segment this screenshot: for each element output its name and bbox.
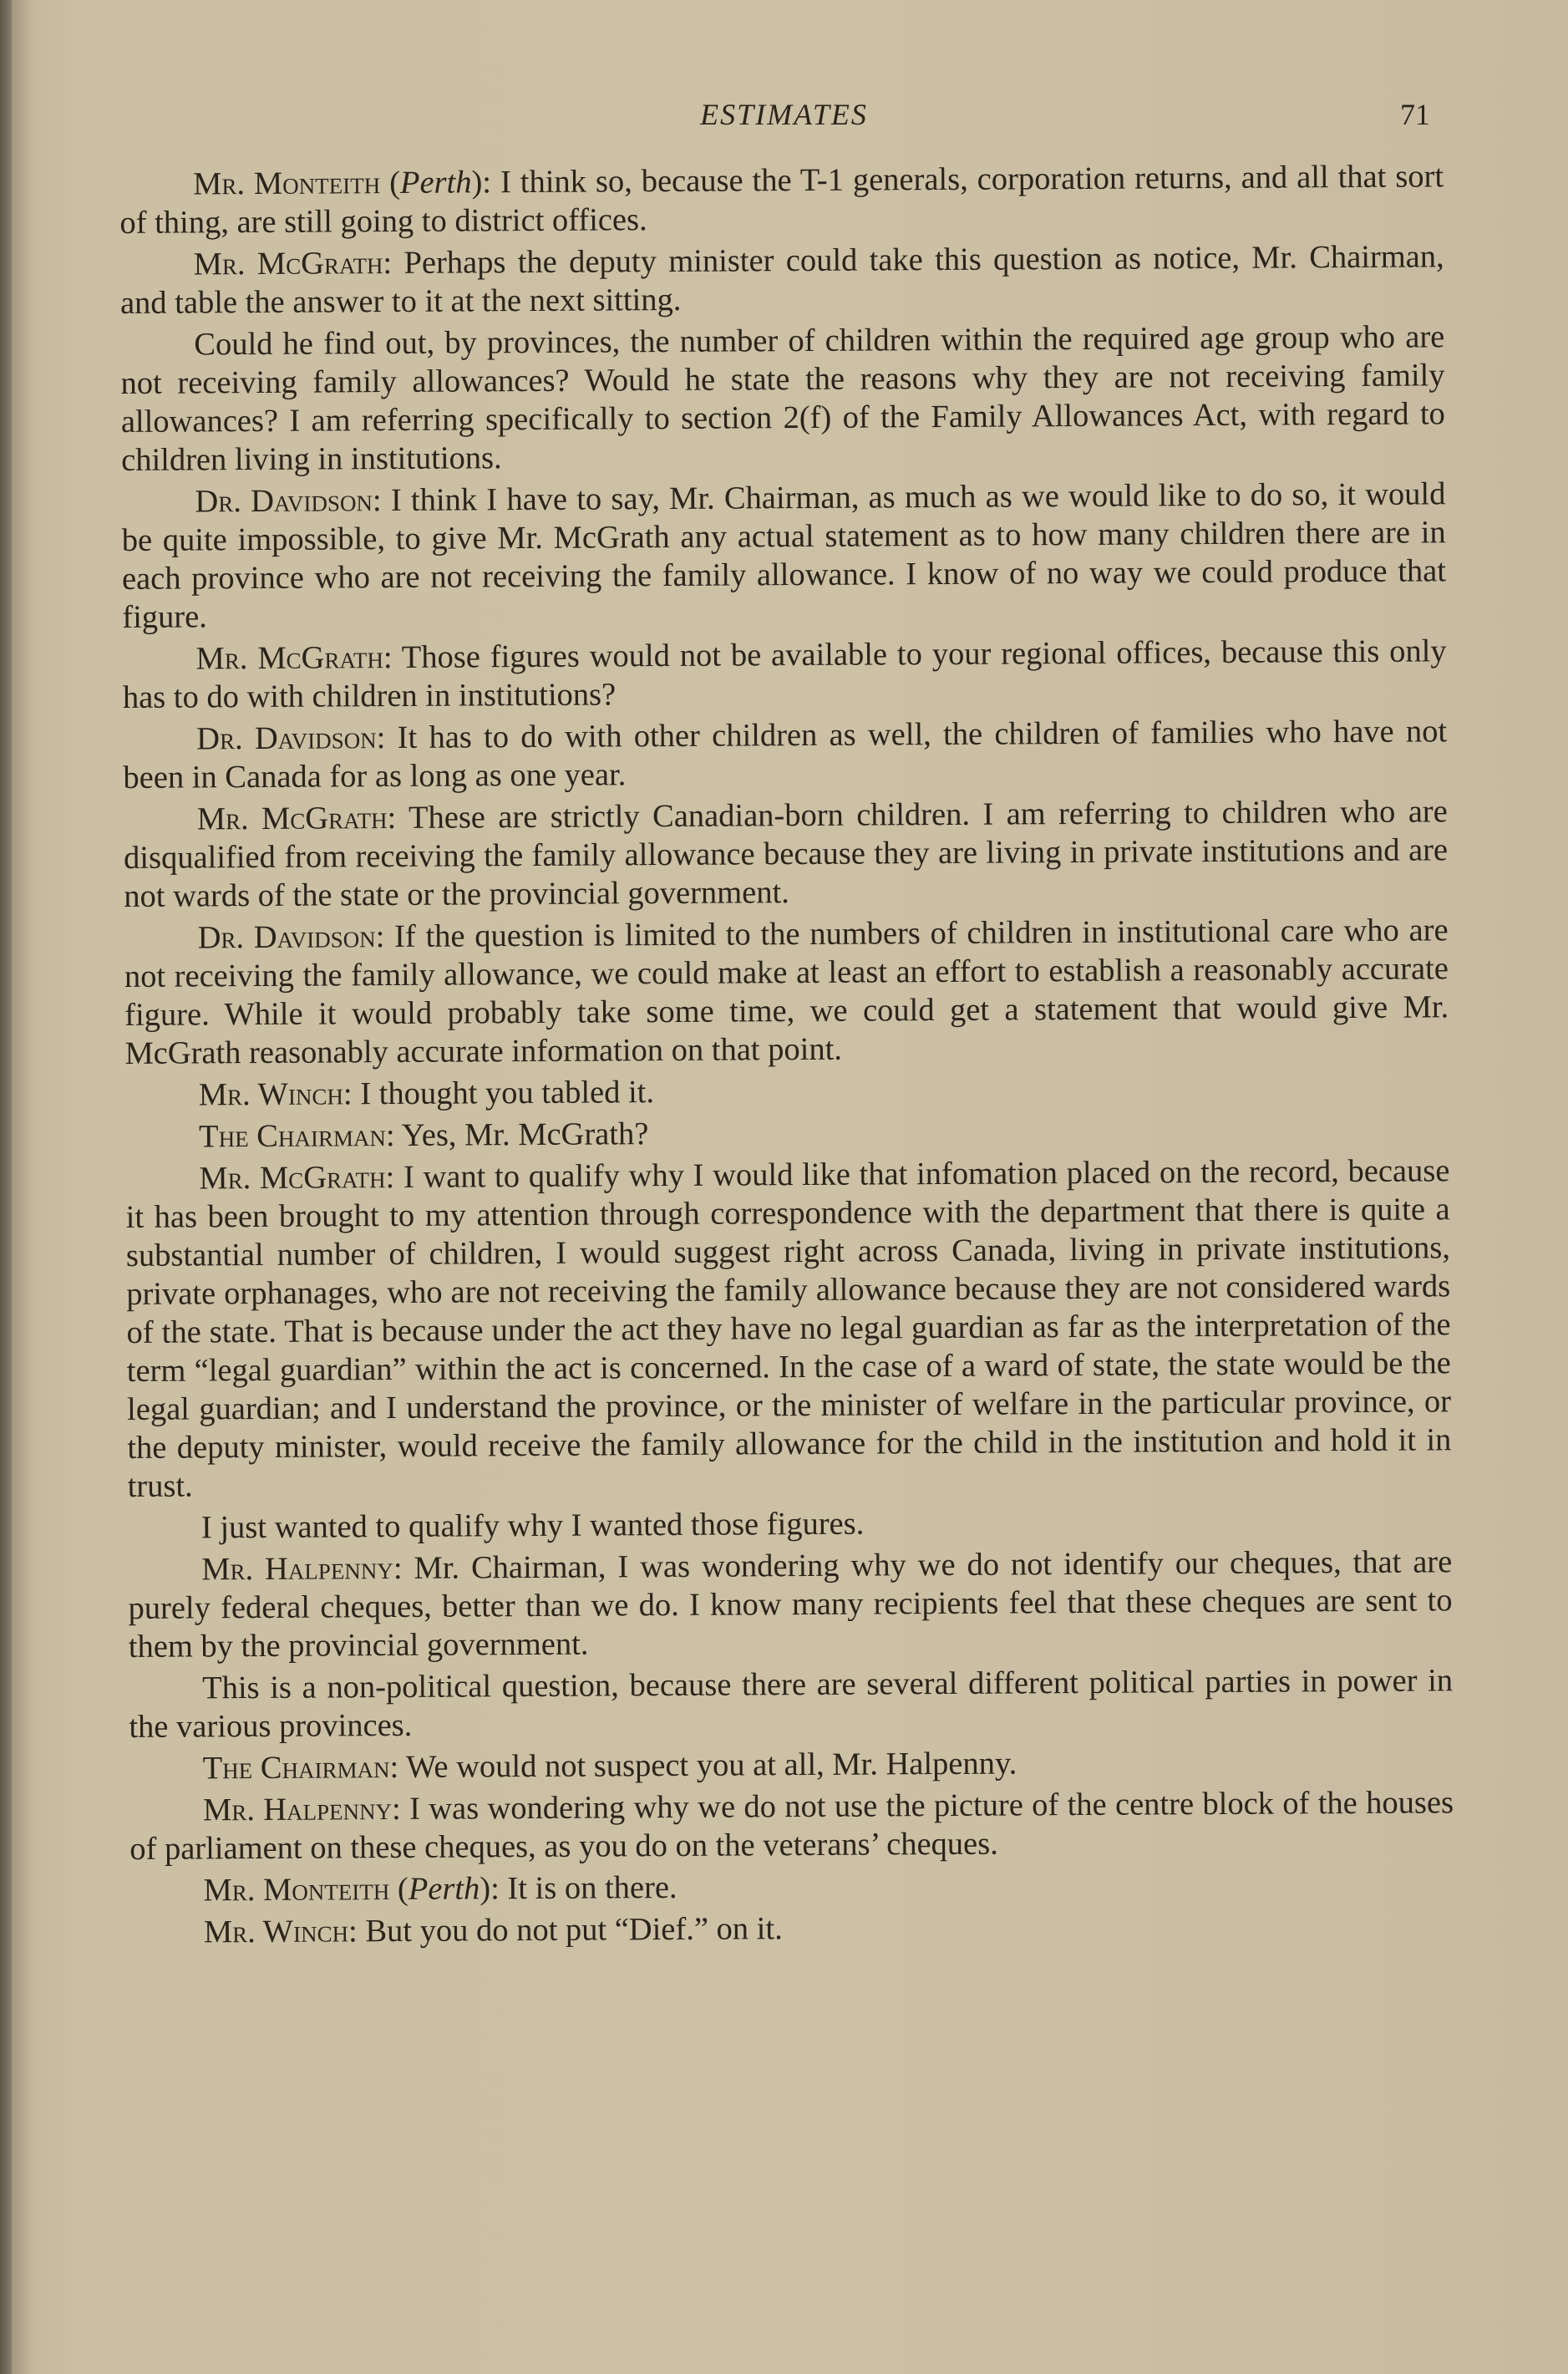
paragraph-text: Could he find out, by provinces, the number of children within the required age group who are not receiving family allowances? Would he state the reasons why they are not receiving family allowances? I am referring specifically to section 2(f) of the Family Allowances Act, with regard to children living in institutions. <box>120 319 1445 478</box>
paragraph-text: These are strictly Canadian-born children. I am referring to children who are disqualified from receiving the family allowance because they are living in private institutions and are not wards of the state or the provincial government. <box>123 794 1449 914</box>
speaker-name: Mr. Halpenny <box>201 1551 394 1588</box>
transcript-paragraph: Mr. McGrath: Those figures would not be available to your regional offices, because this only has to do with children in institutions? <box>122 633 1447 715</box>
paragraph-text: But you do not put “Dief.” on it. <box>365 1911 783 1950</box>
speaker-name: Dr. Davidson <box>197 919 376 956</box>
transcript-paragraph: The Chairman: We would not suspect you at all, Mr. Halpenny. <box>202 1746 1017 1787</box>
speaker-name: Mr. Halpenny <box>202 1792 393 1828</box>
speaker-name: The Chairman <box>198 1118 387 1155</box>
speaker-name: Mr. Winch <box>203 1914 349 1950</box>
paragraph-text: Those figures would not be available to your regional offices, because this only has to do with children in institutions? <box>122 633 1447 715</box>
running-title: ESTIMATES <box>700 98 868 131</box>
speaker-name: Dr. Davidson <box>195 483 373 520</box>
paragraph-text: I thought you tabled it. <box>360 1075 655 1112</box>
transcript-paragraph: Mr. Halpenny: Mr. Chairman, I was wondering why we do not identify our cheques, that are purely federal cheques, better than we do. I know many recipients feel that these cheques are sent to them by the provincial government. <box>128 1544 1453 1665</box>
paragraph-text: I think I have to say, Mr. Chairman, as much as we would like to do so, it would be quite impossible, to give Mr. McGrath any actual statement as to how many children there are in each province who are not receiving the family allowance. I know of no way we could produce that figure. <box>121 476 1447 635</box>
speaker-riding: Perth <box>408 1871 480 1907</box>
transcript-paragraph <box>128 1501 1452 1548</box>
page-number: 71 <box>1400 98 1430 131</box>
transcript-paragraph: Mr. Winch: I thought you tabled it. <box>198 1075 655 1113</box>
paragraph-text: It has to do with other children as well, the children of families who have not been in Canada for as long as one year. <box>123 714 1448 796</box>
paragraph-text: It is on there. <box>507 1869 677 1907</box>
speaker-name: The Chairman <box>202 1750 390 1787</box>
transcript-paragraph: Mr. McGrath: I want to qualify why I would like that infomation placed on the record, because it has been brought to my attention through correspondence with the department that there is quite a substantial number of children, I would suggest right across Canada, living in private institutions, private orphanages, who are not receiving the family allowance because they are not considered wards of the state. That is because under the act they have no legal guardian as far as the interpretation of the term “legal guardian” within the act is concerned. In the case of a ward of state, the state would be the legal guardian; and I understand the province, or the minister of welfare in the particular province, or the deputy minister, would receive the family allowance for the child in the institution and hold it in trust. <box>125 1153 1452 1504</box>
book-spine-shadow <box>0 0 12 2374</box>
paragraph-text: I think so, because the T-1 generals, corporation returns, and all that sort of thing, are still going to district offices. <box>119 159 1444 241</box>
speaker-name: Mr. McGrath <box>193 246 383 282</box>
transcript-paragraph: Mr. McGrath: These are strictly Canadian-born children. I am referring to children who are disqualified from receiving the family allowance because they are living in private institutions and are not wards of the state or the provincial government. <box>123 794 1449 914</box>
transcript-paragraph: Mr. Monteith (Perth): I think so, because the T-1 generals, corporation returns, and all that sort of thing, are still going to district offices. <box>119 159 1444 241</box>
transcript-paragraph <box>120 318 1445 480</box>
paragraph-text: I want to qualify why I would like that infomation placed on the record, because it has been brought to my attention through correspondence with the department that there is quite a substantial number of children, I would suggest right across Canada, living in private institutions, private orphanages, who are not receiving the family allowance because they are not considered wards of the state. That is because under the act they have no legal guardian as far as the interpretation of the term “legal guardian” within the act is concerned. In the case of a ward of state, the state would be the legal guardian; and I understand the province, or the minister of welfare in the particular province, or the deputy minister, would receive the family allowance for the child in the institution and hold it in trust. <box>125 1153 1452 1504</box>
transcript-paragraph: Mr. Monteith (Perth): It is on there. <box>203 1869 677 1909</box>
paragraph-text: We would not suspect you at all, Mr. Halpenny. <box>406 1746 1017 1785</box>
speaker-name: Mr. McGrath <box>196 801 388 837</box>
speaker-name: Mr. Monteith <box>193 165 381 202</box>
speaker-name: Mr. McGrath <box>195 640 384 677</box>
transcript-paragraph: Dr. Davidson: If the question is limited to the numbers of children in institutional care who are not receiving the family allowance, we could make at least an effort to establish a reasonably accurate figure. While it would probably take some time, we could get a statement that would give Mr. McGrath reasonably accurate information on that point. <box>124 912 1449 1071</box>
speaker-riding: Perth <box>399 165 472 201</box>
paragraph-text: Mr. Chairman, I was wondering why we do not identify our cheques, that are purely federal cheques, better than we do. I know many recipients feel that these cheques are sent to them by the provincial government. <box>128 1544 1453 1665</box>
transcript-paragraph: The Chairman: Yes, Mr. McGrath? <box>198 1116 649 1155</box>
page-header <box>0 94 1568 135</box>
transcript-paragraph: Mr. Halpenny: I was wondering why we do not use the picture of the centre block of the houses of parliament on these cheques, as you do on the veterans’ cheques. <box>129 1785 1454 1867</box>
transcript-body <box>119 157 1454 1955</box>
speaker-name: Dr. Davidson <box>196 720 377 757</box>
transcript-paragraph <box>129 1661 1454 1746</box>
paragraph-text: Perhaps the deputy minister could take this question as notice, Mr. Chairman, and table the answer to it at the next sitting. <box>119 239 1444 321</box>
transcript-paragraph: Dr. Davidson: I think I have to say, Mr. Chairman, as much as we would like to do so, it would be quite impossible, to give Mr. McGrath any actual statement as to how many children there are in each province who are not receiving the family allowance. I know of no way we could produce that figure. <box>121 476 1447 635</box>
speaker-name: Mr. Winch <box>198 1076 344 1113</box>
transcript-paragraph: Mr. McGrath: Perhaps the deputy minister could take this question as notice, Mr. Chairman, and table the answer to it at the next sitting. <box>119 239 1444 321</box>
speaker-name: Mr. McGrath <box>199 1160 386 1197</box>
transcript-paragraph: Mr. Winch: But you do not put “Dief.” on it. <box>203 1911 783 1950</box>
paragraph-text: I was wondering why we do not use the picture of the centre block of the houses of parliament on these cheques, as you do on the veterans’ cheques. <box>129 1785 1454 1867</box>
paragraph-text: If the question is limited to the numbers of children in institutional care who are not receiving the family allowance, we could make at least an effort to establish a reasonably accurate figure. While it would probably take some time, we could get a statement that would give Mr. McGrath reasonably accurate information on that point. <box>124 912 1449 1071</box>
paragraph-text: This is a non-political question, because there are several different political parties in power in the various provinces. <box>129 1663 1454 1745</box>
transcript-paragraph: Dr. Davidson: It has to do with other children as well, the children of families who have not been in Canada for as long as one year. <box>123 714 1448 796</box>
speaker-name: Mr. Monteith <box>203 1872 390 1909</box>
paragraph-text: Yes, Mr. McGrath? <box>401 1116 649 1153</box>
paragraph-text: I just wanted to qualify why I wanted those figures. <box>200 1506 865 1546</box>
